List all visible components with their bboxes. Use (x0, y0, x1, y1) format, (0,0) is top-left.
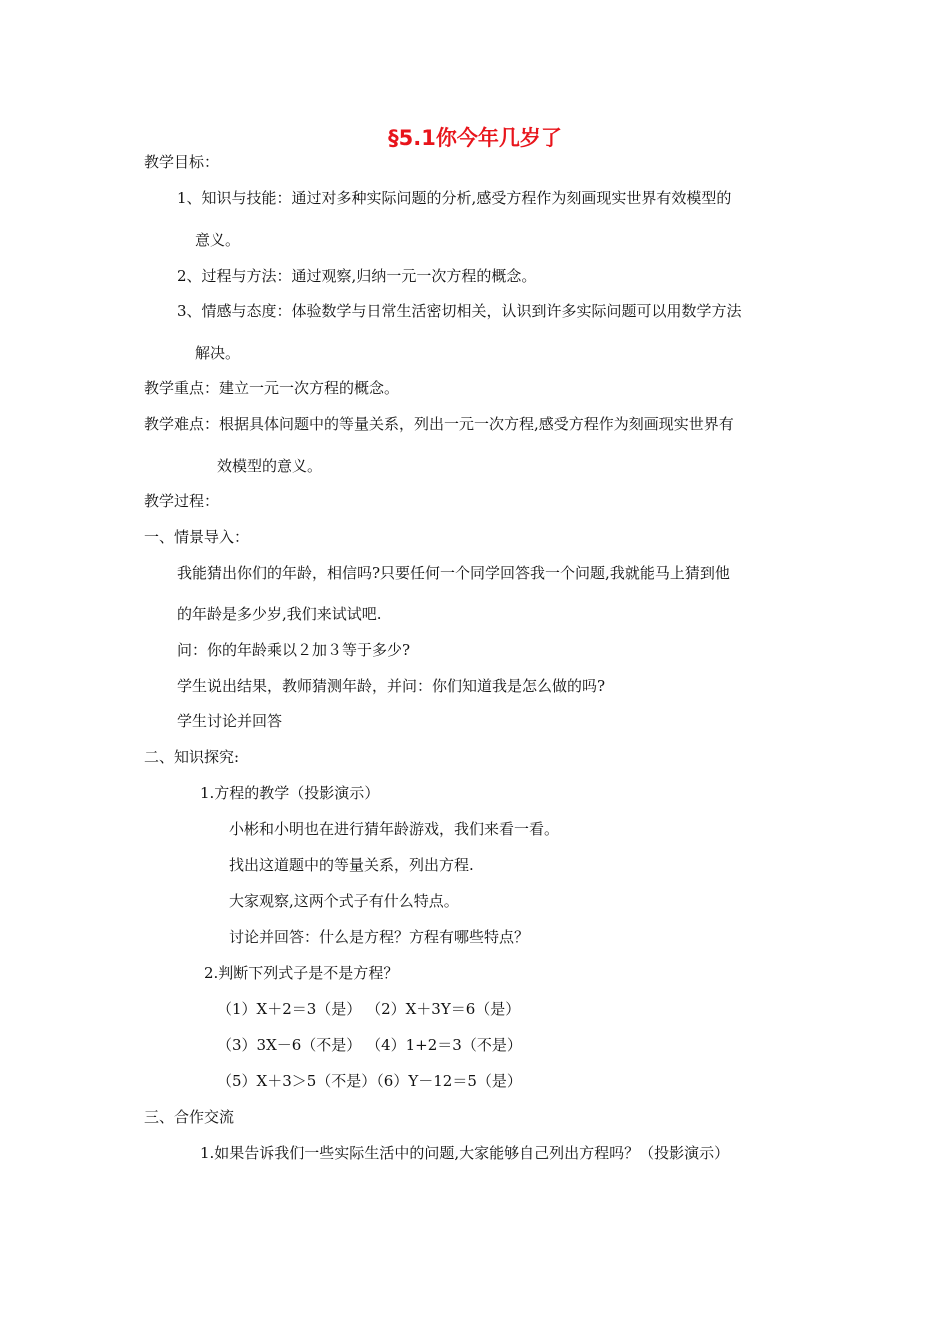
page-title: §5.1你今年几岁了 (388, 126, 562, 150)
section-1-paragraph-1-line-2: 的年龄是多少岁,我们来试试吧. (177, 605, 382, 623)
section-1-heading: 一、情景导入： (144, 528, 250, 546)
equation-row-1: （1）X＋2＝3（是） （2）X＋3Y＝6（是） (217, 1000, 521, 1018)
section-3-heading: 三、合作交流 (144, 1108, 235, 1126)
equation-row-2: （3）3X－6（不是） （4）1+2＝3（不是） (217, 1036, 522, 1054)
section-2-sub-2: 2.判断下列式子是不是方程？ (204, 964, 399, 982)
objective-1-line-2: 意义。 (195, 231, 241, 249)
section-2-heading: 二、知识探究: (144, 748, 240, 766)
section-2-sub-1: 1.方程的教学（投影演示） (200, 784, 380, 802)
objective-2: 2、过程与方法：通过观察,归纳一元一次方程的概念。 (177, 267, 537, 285)
section-1-paragraph-1-line-1: 我能猜出你们的年龄，相信吗?只要任何一个同学回答我一个问题,我就能马上猜到他 (177, 564, 730, 582)
objectives-heading: 教学目标： (144, 153, 220, 171)
section-2-sub-1-line-3: 大家观察,这两个式子有什么特点。 (229, 892, 459, 910)
section-3-sub-1: 1.如果告诉我们一些实际生活中的问题,大家能够自己列出方程吗？（投影演示） (200, 1144, 730, 1162)
difficulty-line-1: 教学难点：根据具体问题中的等量关系，列出一元一次方程,感受方程作为刻画现实世界有 (144, 415, 734, 433)
key-point: 教学重点：建立一元一次方程的概念。 (144, 379, 400, 397)
objective-1-line-1: 1、知识与技能：通过对多种实际问题的分析,感受方程作为刻画现实世界有效模型的 (177, 189, 732, 207)
process-heading: 教学过程： (144, 492, 220, 510)
section-2-sub-1-line-2: 找出这道题中的等量关系，列出方程. (229, 856, 474, 874)
section-2-sub-1-line-4: 讨论并回答：什么是方程？方程有哪些特点？ (229, 928, 530, 946)
difficulty-line-2: 效模型的意义。 (217, 457, 323, 475)
section-2-sub-1-line-1: 小彬和小明也在进行猜年龄游戏，我们来看一看。 (229, 820, 560, 838)
objective-3-line-1: 3、情感与态度：体验数学与日常生活密切相关，认识到许多实际问题可以用数学方法 (177, 302, 742, 320)
section-1-question: 问：你的年龄乘以２加３等于多少? (177, 641, 411, 659)
section-1-paragraph-3: 学生讨论并回答 (177, 712, 283, 730)
objective-3-line-2: 解决。 (195, 344, 241, 362)
section-1-paragraph-2: 学生说出结果，教师猜测年龄，并问：你们知道我是怎么做的吗? (177, 677, 606, 695)
equation-row-3: （5）X＋3＞5（不是）（6）Y－12＝5（是） (217, 1072, 522, 1090)
